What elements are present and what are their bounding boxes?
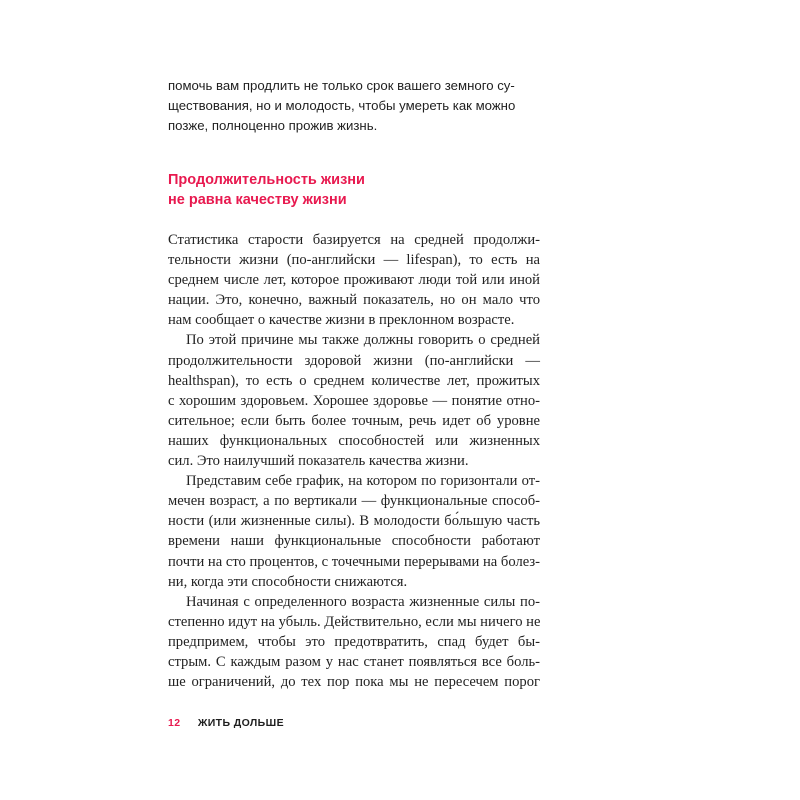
- text-line: предпримем, чтобы это предотвратить, спад будет бы-: [168, 633, 540, 650]
- paragraph-lifespan: [168, 230, 540, 330]
- text-line: наших функциональных способностей или жизненных: [168, 432, 540, 449]
- text-line: с хорошим здоровьем. Хорошее здоровье — понятие отно-: [168, 392, 540, 409]
- text-line: степенно идут на убыль. Действительно, если мы ничего не: [168, 613, 541, 630]
- intro-line: ществования, но и молодость, чтобы умереть как можно: [168, 98, 516, 113]
- text-line: healthspan), то есть о среднем количестве лет, прожитых: [168, 372, 540, 389]
- section-heading-line: не равна качеству жизни: [168, 192, 347, 208]
- text-line: продолжительности здоровой жизни (по-английски —: [168, 352, 540, 369]
- text-line: Статистика старости базируется на средней продолжи-: [168, 232, 540, 248]
- text-line: Начиная с определенного возраста жизненные силы по-: [186, 593, 540, 610]
- intro-line: позже, полноценно прожив жизнь.: [168, 118, 378, 133]
- page-number: 12: [168, 717, 181, 729]
- text-line: среднем числе лет, которое проживают люди той или иной: [168, 272, 540, 289]
- text-line: сил. Это наилучший показатель качества жизни.: [168, 453, 469, 470]
- section-heading-line: Продолжительность жизни: [168, 172, 365, 188]
- intro-paragraph: [168, 76, 540, 136]
- text-line: стрым. С каждым разом у нас станет появляться все боль-: [168, 653, 540, 670]
- text-line: сительное; если быть более точным, речь идет об уровне: [168, 412, 540, 429]
- running-title: ЖИТЬ ДОЛЬШЕ: [197, 717, 284, 729]
- text-line: Представим себе график, на котором по горизонтали от-: [186, 473, 540, 490]
- text-line: ше ограничений, до тех пор пока мы не пересечем порог: [168, 674, 540, 691]
- section-heading: [168, 170, 365, 210]
- intro-line: помочь вам продлить не только срок вашего земного су-: [168, 78, 515, 93]
- paragraph-healthspan: [168, 330, 540, 471]
- text-line: тельности жизни (по-английски — lifespan), то есть на: [168, 252, 540, 269]
- text-line: времени наши функциональные способности работают: [168, 533, 540, 550]
- text-line: По этой причине мы также должны говорить о средней: [186, 332, 540, 349]
- body-text: [168, 230, 540, 692]
- text-line: ности (или жизненные силы). В молодости бо́льшую часть: [168, 513, 540, 530]
- text-line: почти на сто процентов, с точечными перерывами на болез-: [168, 553, 541, 570]
- paragraph-decline: [168, 592, 540, 692]
- page-footer: [168, 717, 284, 729]
- text-line: нам сообщает о качестве жизни в преклонном возрасте.: [168, 312, 515, 329]
- paragraph-graph: [168, 471, 540, 592]
- text-line: ни, когда эти способности снижаются.: [168, 573, 408, 590]
- text-line: нации. Это, конечно, важный показатель, но он мало что: [168, 292, 540, 309]
- text-line: мечен возраст, а по вертикали — функциональные способ-: [168, 493, 540, 510]
